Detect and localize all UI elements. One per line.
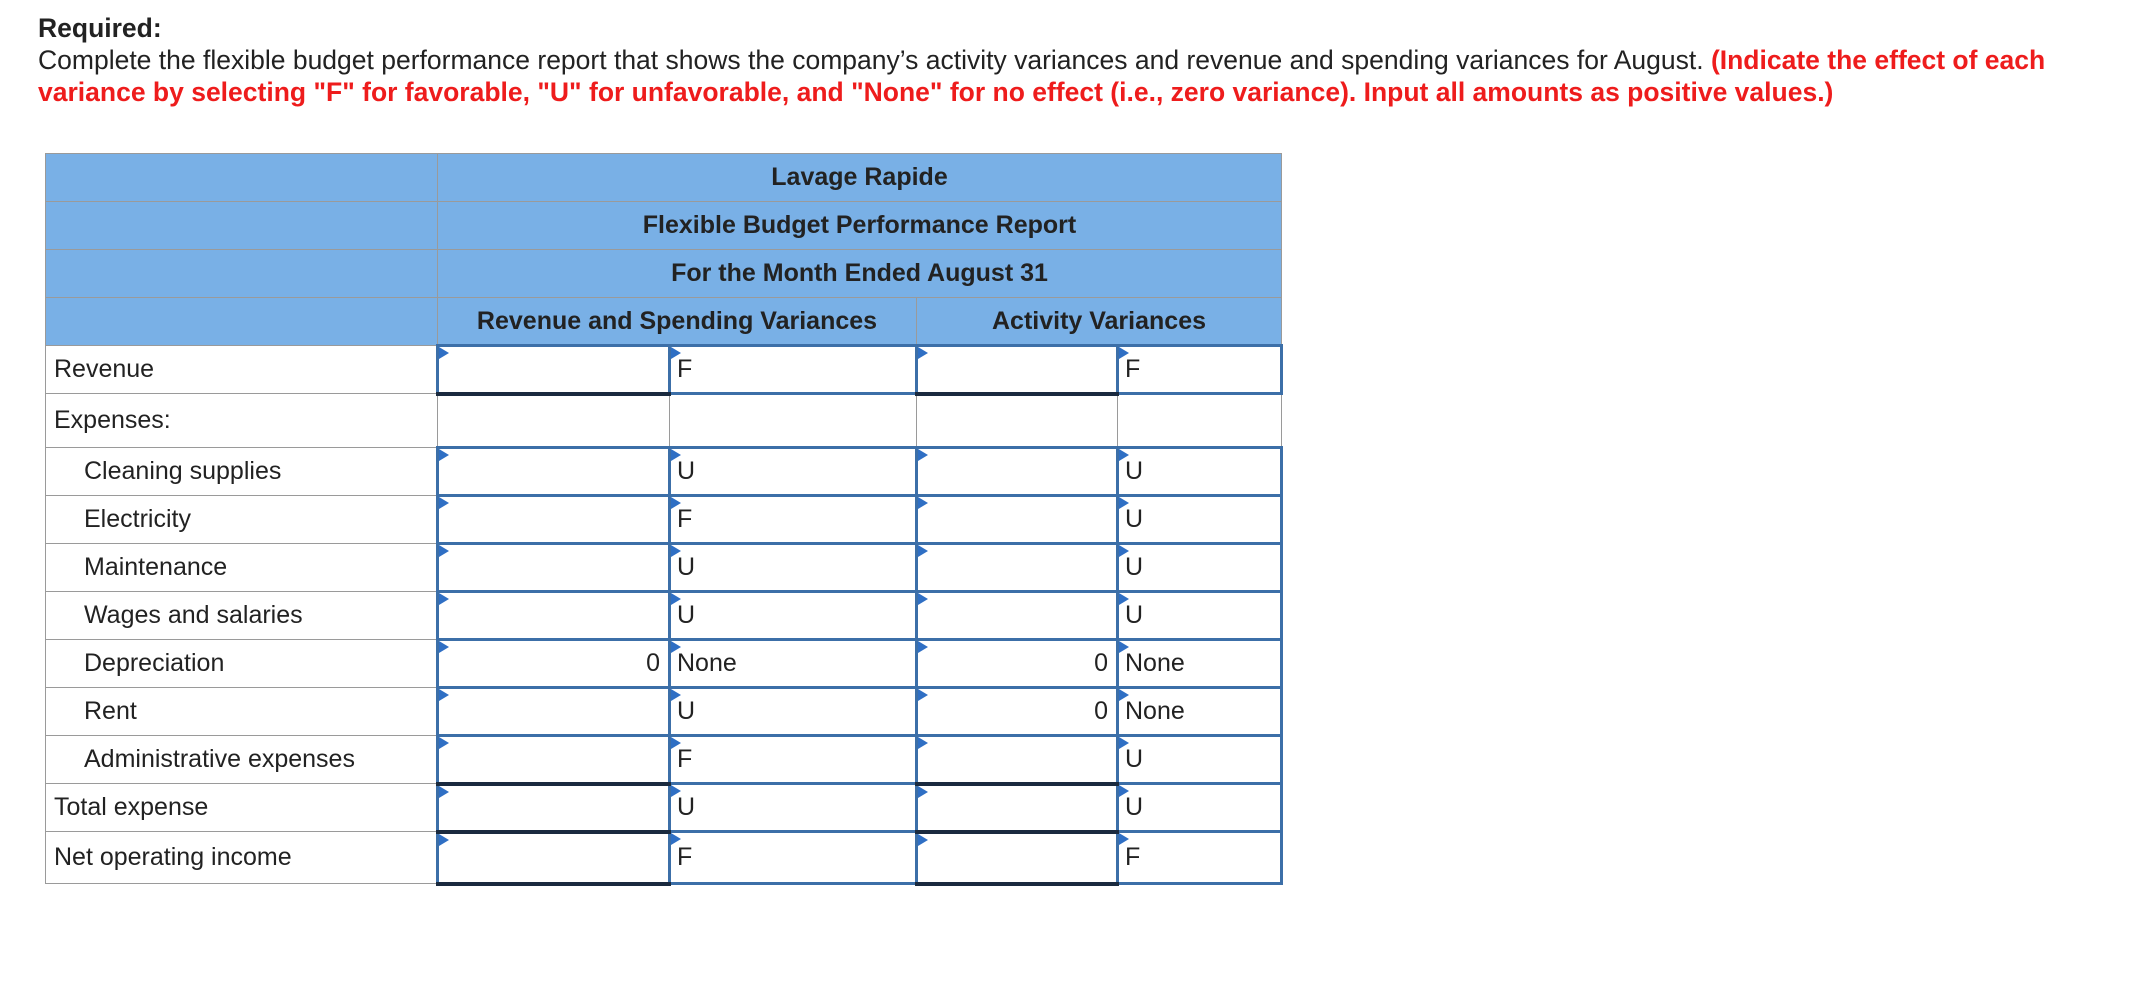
row-total-expense xyxy=(46,784,1282,832)
rs-effect-select[interactable]: U xyxy=(670,688,917,736)
company-name: Lavage Rapide xyxy=(438,154,1282,202)
activity-effect-select[interactable]: F xyxy=(1118,346,1282,394)
row-revenue xyxy=(46,346,1282,394)
row-net-operating-income xyxy=(46,832,1282,884)
rs-effect-select[interactable]: F xyxy=(670,496,917,544)
activity-amount-input[interactable] xyxy=(917,346,1118,394)
rs-amount-input[interactable] xyxy=(438,346,670,394)
row-wages-and-salaries xyxy=(46,592,1282,640)
activity-effect-select[interactable]: F xyxy=(1118,832,1282,884)
instruction-text: Complete the flexible budget performance report that shows the company’s activity variances and revenue and spending variances for August. xyxy=(38,45,1704,75)
activity-amount-input[interactable] xyxy=(917,544,1118,592)
activity-amount-input[interactable] xyxy=(917,448,1118,496)
required-label: Required: xyxy=(38,13,162,43)
activity-amount-input[interactable] xyxy=(917,832,1118,884)
report-period: For the Month Ended August 31 xyxy=(438,250,1282,298)
performance-report-table xyxy=(45,153,1283,886)
activity-effect-select[interactable]: U xyxy=(1118,496,1282,544)
rs-amount-input[interactable] xyxy=(438,544,670,592)
rs-amount-input[interactable] xyxy=(438,832,670,884)
activity-effect-select[interactable]: U xyxy=(1118,736,1282,784)
rs-effect-select[interactable]: None xyxy=(670,640,917,688)
rs-amount-input[interactable]: 0 xyxy=(438,640,670,688)
activity-effect-select[interactable]: U xyxy=(1118,784,1282,832)
row-label: Expenses: xyxy=(46,394,438,448)
rs-amount-input[interactable] xyxy=(438,736,670,784)
col-activity-header: Activity Variances xyxy=(917,298,1282,346)
instruction-emphasis: (Indicate the effect of each variance by selecting "F" for favorable, "U" for unfavorable, and "None" for no effect (i.e., zero variance). Input all amounts as positive values.) xyxy=(38,45,2046,107)
rs-effect-select[interactable]: U xyxy=(670,592,917,640)
row-label: Revenue xyxy=(46,346,438,394)
row-label: Rent xyxy=(46,688,438,736)
activity-amount-input[interactable]: 0 xyxy=(917,640,1118,688)
row-administrative-expenses xyxy=(46,736,1282,784)
activity-amount-input[interactable] xyxy=(917,592,1118,640)
activity-effect-select[interactable]: None xyxy=(1118,640,1282,688)
row-electricity xyxy=(46,496,1282,544)
row-rent xyxy=(46,688,1282,736)
rs-amount-input[interactable] xyxy=(438,496,670,544)
activity-effect-select[interactable]: U xyxy=(1118,544,1282,592)
row-label: Depreciation xyxy=(46,640,438,688)
activity-amount-input[interactable] xyxy=(917,784,1118,832)
rs-effect-select[interactable]: U xyxy=(670,784,917,832)
rs-amount-input[interactable] xyxy=(438,448,670,496)
row-depreciation xyxy=(46,640,1282,688)
activity-effect-select[interactable]: U xyxy=(1118,448,1282,496)
row-label: Net operating income xyxy=(46,832,438,884)
rs-effect-select[interactable]: F xyxy=(670,736,917,784)
rs-amount-input[interactable] xyxy=(438,688,670,736)
activity-amount-input[interactable] xyxy=(917,736,1118,784)
activity-amount-input[interactable]: 0 xyxy=(917,688,1118,736)
row-label: Electricity xyxy=(46,496,438,544)
rs-effect-select[interactable]: U xyxy=(670,448,917,496)
row-label: Cleaning supplies xyxy=(46,448,438,496)
rs-effect-select[interactable]: F xyxy=(670,346,917,394)
rs-effect-select[interactable]: F xyxy=(670,832,917,884)
activity-effect-select[interactable]: U xyxy=(1118,592,1282,640)
row-label: Total expense xyxy=(46,784,438,832)
row-label: Wages and salaries xyxy=(46,592,438,640)
rs-amount-input[interactable] xyxy=(438,592,670,640)
rs-amount-input[interactable] xyxy=(438,784,670,832)
row-expenses-heading xyxy=(46,394,1282,448)
activity-effect-select[interactable]: None xyxy=(1118,688,1282,736)
activity-amount-input[interactable] xyxy=(917,496,1118,544)
col-revenue-spending-header: Revenue and Spending Variances xyxy=(438,298,917,346)
row-label: Administrative expenses xyxy=(46,736,438,784)
row-maintenance xyxy=(46,544,1282,592)
rs-effect-select[interactable]: U xyxy=(670,544,917,592)
row-label: Maintenance xyxy=(46,544,438,592)
report-title: Flexible Budget Performance Report xyxy=(438,202,1282,250)
instructions xyxy=(38,12,2098,108)
row-cleaning-supplies xyxy=(46,448,1282,496)
